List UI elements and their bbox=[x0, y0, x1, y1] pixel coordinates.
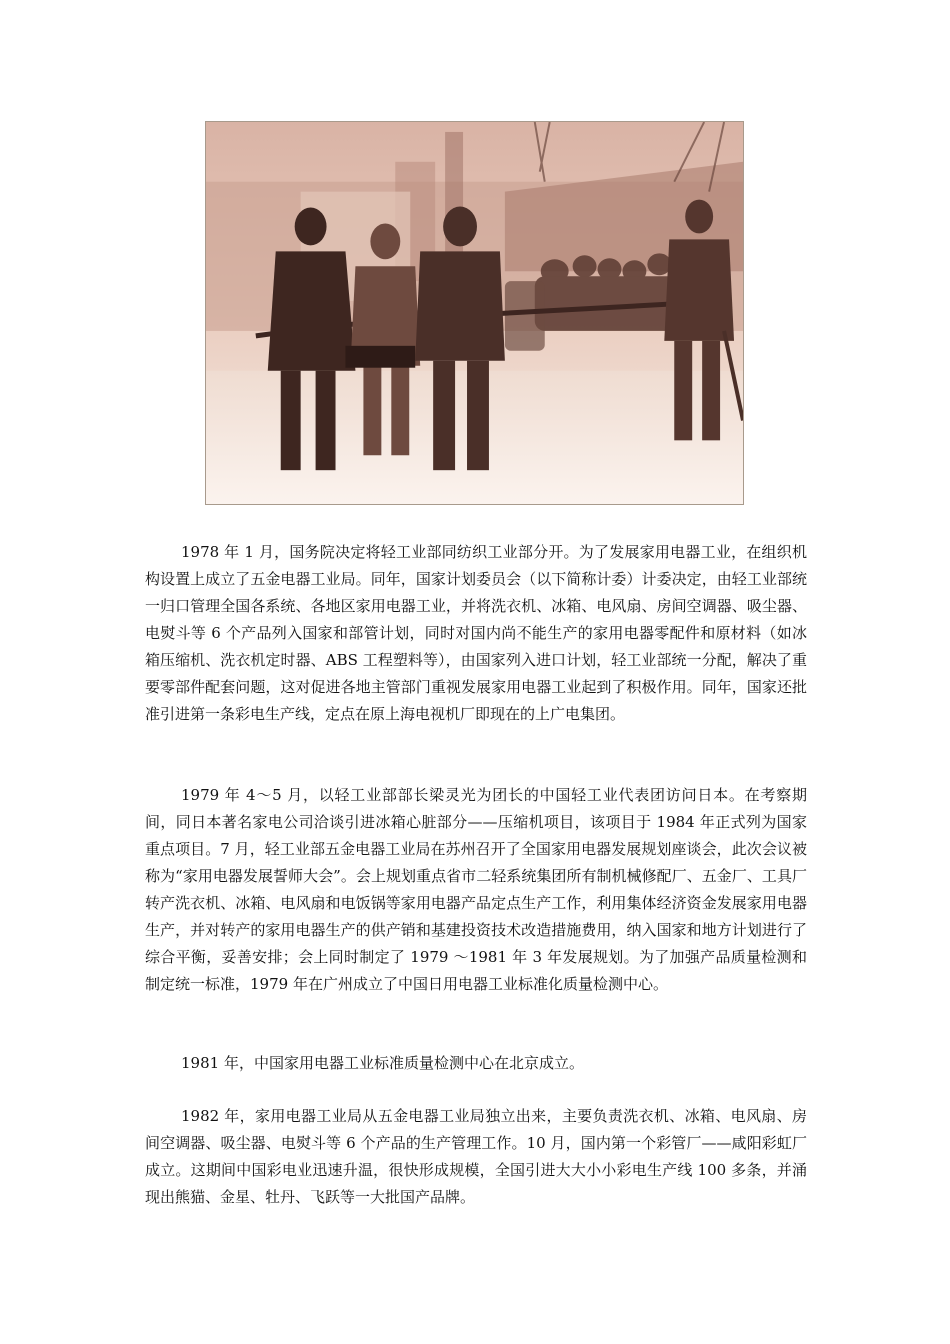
paragraph-1981: 1981 年，中国家用电器工业标准质量检测中心在北京成立。 bbox=[181, 1054, 584, 1072]
paragraph-1982: 1982 年，家用电器工业局从五金电器工业局独立出来，主要负责洗衣机、冰箱、电风扇、房间空调器、吸尘器、电熨斗等 6 个产品的生产管理工作。10 月，国内第一个彩管厂——咸阳彩虹厂成立。这期间中国彩电业迅速升温，很快形成规模，全国引进大大小小彩电生产线 100 多条，并涌现出熊猫、金星、牡丹、飞跃等一大批国产品牌。 bbox=[145, 1107, 807, 1206]
paragraph-1979: 1979 年 4～5 月，以轻工业部部长梁灵光为团长的中国轻工业代表团访问日本。在考察期间，同日本著名家电公司洽谈引进冰箱心脏部分——压缩机项目，该项目于 1984 年正式列为国家重点项目。7 月，轻工业部五金电器工业局在苏州召开了全国家用电器发展规划座谈会，此次会议被称为“家用电器发展誓师大会”。会上规划重点省市二轻系统集团所有制机械修配厂、五金厂、工具厂转产洗衣机、冰箱、电风扇和电饭锅等家用电器产品定点生产工作，利用集体经济资金发展家用电器生产，并对转产的家用电器生产的供产销和基建投资技术改造措施费用，纳入国家和地方计划进行了综合平衡，妥善安排；会上同时制定了 1979 ～1981 年 3 年发展规划。为了加强产品质量检测和制定统一标准，1979 年在广州成立了中国日用电器工业标准化质量检测中心。 bbox=[145, 786, 807, 993]
ribbon-cutting-photo bbox=[205, 121, 744, 505]
paragraph-1978: 1978 年 1 月，国务院决定将轻工业部同纺织工业部分开。为了发展家用电器工业，在组织机构设置上成立了五金电器工业局。同年，国家计划委员会（以下简称计委）计委决定，由轻工业部统一归口管理全国各系统、各地区家用电器工业，并将洗衣机、冰箱、电风扇、房间空调器、吸尘器、电熨斗等 6 个产品列入国家和部管计划，同时对国内尚不能生产的家用电器零配件和原材料（如冰箱压缩机、洗衣机定时器、ABS 工程塑料等），由国家列入进口计划，轻工业部统一分配，解决了重要零部件配套问题，这对促进各地主管部门重视发展家用电器工业起到了积极作用。同年，国家还批准引进第一条彩电生产线，定点在原上海电视机厂即现在的上广电集团。 bbox=[145, 543, 807, 723]
photo-image bbox=[206, 122, 743, 504]
